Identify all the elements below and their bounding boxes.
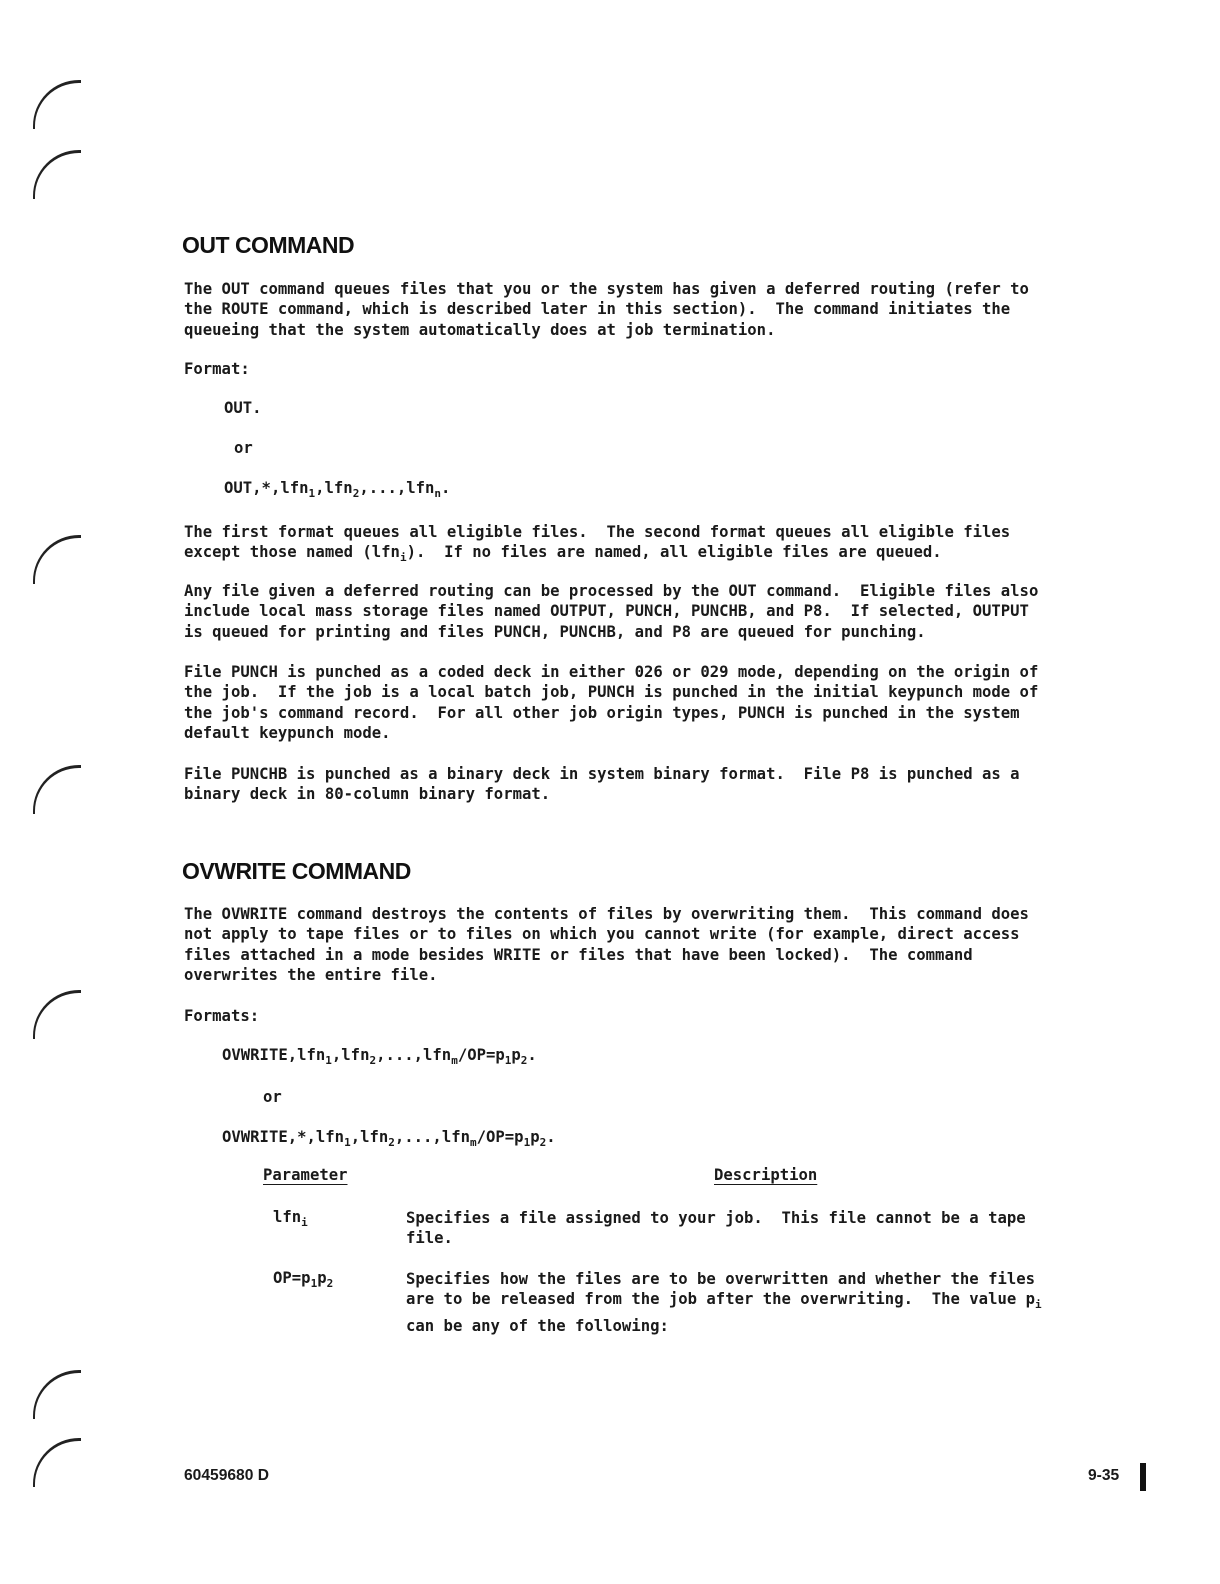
out-format-explanation: The first format queues all eligible files. The second format queues all eligible files except those named (lfn$_i$). If no files are named, all eligible files are queued. (184, 523, 1011, 565)
or-separator: or (263, 1088, 282, 1106)
binder-hole-mark (33, 80, 81, 129)
ovwrite-intro-paragraph: The OVWRITE command destroys the contents of files by overwriting them. This command does not apply to tape files or to files on which you cannot write (for example, direct access files attached in a mode besides WRITE or files that have been locked). The command overwrites the entire file. (184, 905, 1029, 984)
out-punch-paragraph: File PUNCH is punched as a coded deck in either 026 or 029 mode, depending on the origin of the job. If the job is a local batch job, PUNCH is punched in the initial keypunch mode of the job's command record. For all other job origin types, PUNCH is punched in the system default keypunch mode. (184, 663, 1039, 742)
param-op-description: Specifies how the files are to be overwritten and whether the files are to be released from the job after the overwriting. The value $p_i$ can be any of the following: (406, 1270, 1042, 1335)
out-eligible-files-paragraph: Any file given a deferred routing can be processed by the OUT command. Eligible files also include local mass storage files named OUTPUT, PUNCH, PUNCHB, and P8. If selected, OUTPUT is queued for printing and files PUNCH, PUNCHB, and P8 are queued for punching. (184, 582, 1039, 641)
document-number: 60459680 D (184, 1467, 269, 1484)
binder-hole-mark (33, 1438, 81, 1487)
page-number: 9-35 (1088, 1467, 1120, 1484)
format-label: Format: (184, 360, 250, 378)
ovwrite-format-1: $OVWRITE,lfn_1,lfn_2,...,lfn_m/OP=p_1p_2$. (222, 1046, 537, 1067)
param-lfni-description: Specifies a file assigned to your job. This file cannot be a tape file. (406, 1209, 1026, 1248)
out-intro-paragraph: The OUT command queues files that you or the system has given a deferred routing (refer to the ROUTE command, which is described later in this section). The command initiates the queueing that the system automatically does at job termination. (184, 280, 1029, 339)
out-punchb-paragraph: File PUNCHB is punched as a binary deck in system binary format. File P8 is punched as a binary deck in 80-column binary format. (184, 765, 1020, 804)
or-separator: or (234, 439, 253, 457)
out-format-1: OUT. (224, 399, 262, 417)
description-column-header: Description (714, 1166, 818, 1184)
formats-label: Formats: (184, 1007, 260, 1025)
ovwrite-command-heading: OVWRITE COMMAND (182, 858, 411, 884)
binder-hole-mark (33, 150, 81, 199)
parameter-column-header: Parameter (263, 1166, 348, 1184)
out-format-2: OUT,*,lfn$_1$,lfn$_2$,...,lfn$_n$. (224, 479, 451, 500)
change-bar (1140, 1463, 1146, 1491)
param-op: $OP=p_1p_2$ (273, 1269, 334, 1290)
binder-hole-mark (33, 765, 81, 814)
out-command-heading: OUT COMMAND (182, 232, 355, 258)
binder-hole-mark (33, 1370, 81, 1419)
param-lfni: lfn$_i$ (273, 1208, 308, 1229)
ovwrite-format-2: $OVWRITE,*,lfn_1,lfn_2,...,lfn_m/OP=p_1p_2$. (222, 1128, 556, 1149)
binder-hole-mark (33, 990, 81, 1039)
binder-hole-mark (33, 535, 81, 584)
